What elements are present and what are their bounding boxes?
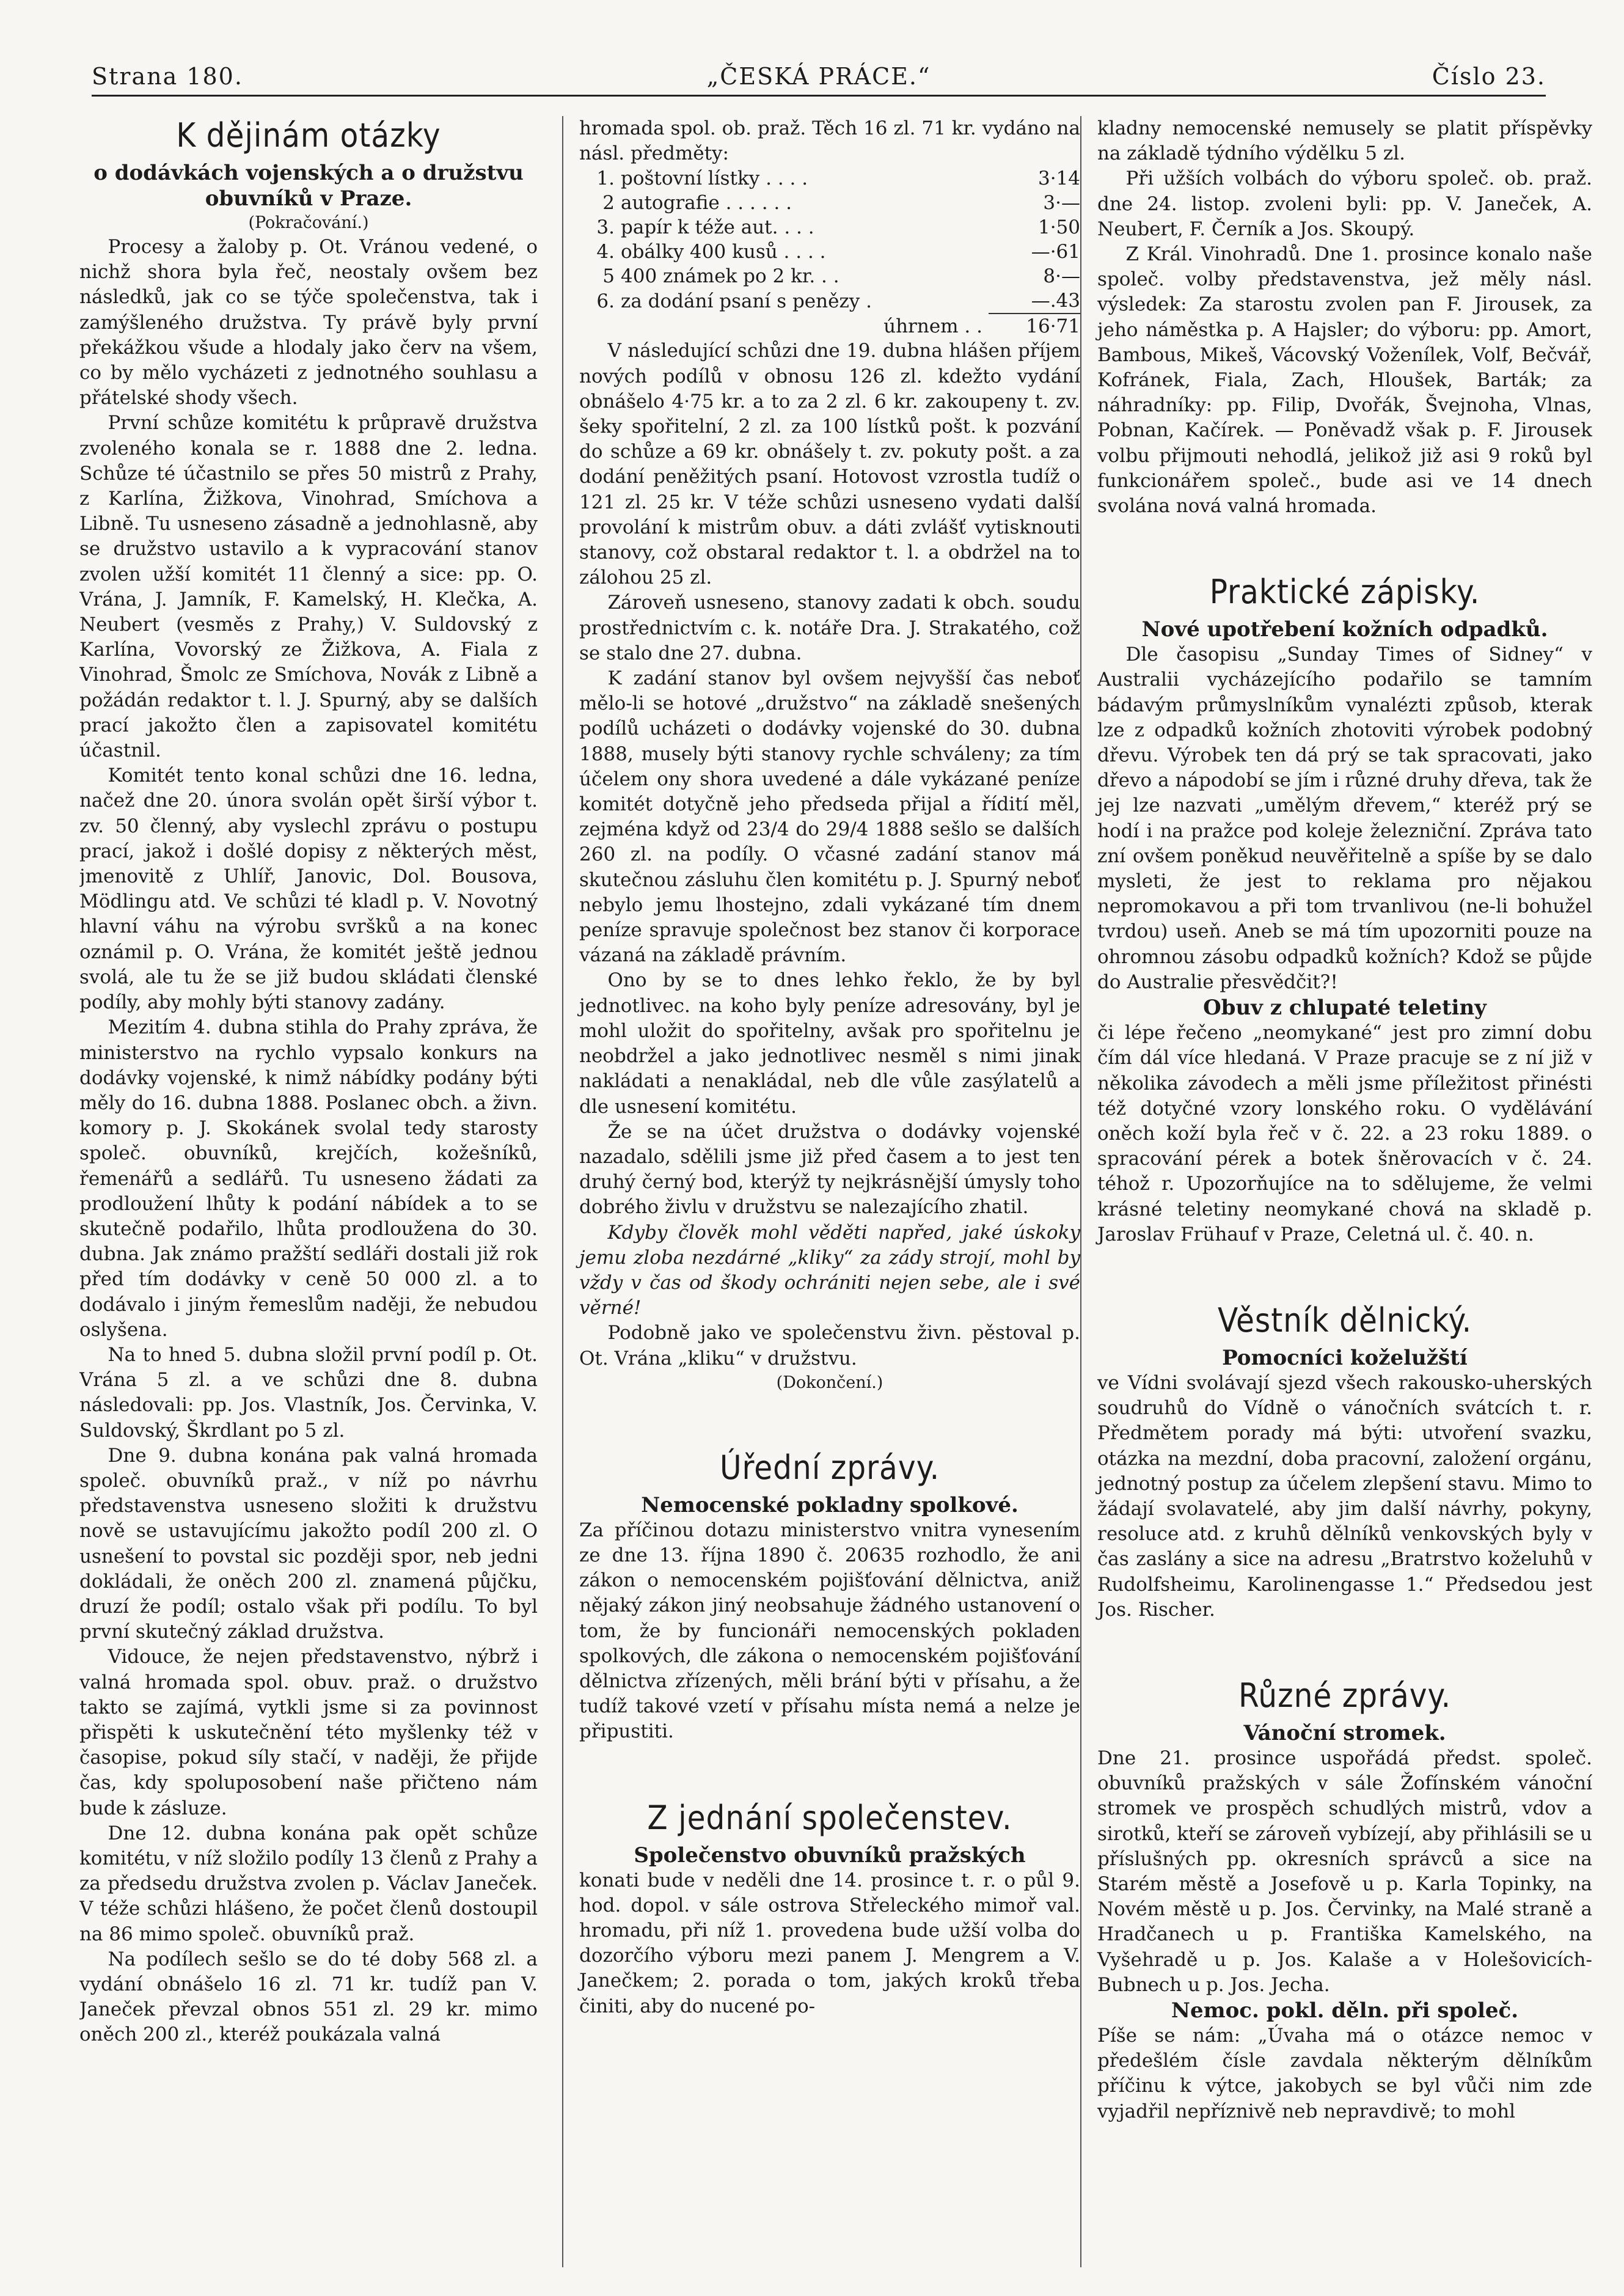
workers-subtitle: Pomocníci koželužští [1222,1345,1468,1370]
paragraph: V následující schůzi dne 19. dubna hlášen příjem nových podílů v obnosu 126 zl. kdežto vydání obnášelo 4·75 kr. a to za 2 zl. 6 kr. zakoupeny t. zv. šeky spořitelní, 2 zl. za 100 lístků pošt. k pozvání do schůze a 69 kr. obnášely t. zv. pokuty pošt. a za dodání peněžitých psaní. Hotovost vzrostla tudíž o 121 zl. 25 kr. V téže schůzi usneseno vydati další provolání k mistrům obuv. a dáti zvlášť vytisknouti stanovy, což obstaral redaktor t. l. a obdržel na to zálohou 25 zl. [579,340,1080,589]
notes-subtitle: Nové upotřebení kožních odpadků. [1141,617,1548,642]
list-item: 2 autografie . . . . . . 3·— [602,192,1080,215]
paragraph: Při užších volbách do výboru společ. ob. praž. dne 24. listop. zvoleni byli: pp. V. Janeček, A. Neubert, F. Černík a Jos. Skoupý. [1097,167,1592,240]
paragraph: ve Vídni svolávají sjezd všech rakousko-uherských soudruhů do Vídně o vánočních svátcích t. r. Předmětem porady má býti: utvoření svazku, otázka na mezdní, doba pracovní, založení orgánu, jednotný postup za účelem zlepšení stavu. Mimo to žádají svolavatelé, aby jim další návrhy, pokyny, resoluce atd. z kruhů dělníků venkovských byly v čas zaslány a sice na adresu „Bratrstvo koželuhů v Rudolfsheimu, Karolinengasse 1.“ Předsedou jest Jos. Rischer. [1097,1371,1592,1621]
paragraph: Z Král. Vinohradů. Dne 1. prosince konalo naše společ. volby představenstva, jež měly násl. výsledek: Za starostu zvolen pan F. Jirousek, za jeho náměstka p. A Hajsler; do výboru: pp. Amort, Bambous, Mikeš, Vácovský Voženílek, Volf, Bečvář, Kofránek, Fiala, Zach, Hloušek, Barták; za náhradníky: pp. Filip, Dvořák, Švejnoha, Vlnas, Pobnan, Kačírek. — Poněvadž však p. F. Jirousek volbu přijmouti nehodlá, jelikož již asi 9 roků byl funkcionářem společ., bude asi ve 14 dnech svolána nová valná hromada. [1097,243,1592,518]
paragraph: Komitét tento konal schůzi dne 16. ledna, načež dne 20. února svolán opět širší výbor t. zv. 50 členný, aby vyslechl zprávu o postupu prací, jakož i došlé dopisy z některých měst, jmenovitě z Uhlíř, Janovic, Dol. Bousova, Mödlingu atd. Ve schůzi té kladl p. V. Novotný hlavní váhu na výrobu svršků a na konec oznámil p. O. Vrána, že komitét ještě jednou svolá, ale tu že se již budou skládati členské podíly, aby mohly býti stanovy zadány. [79,765,538,1014]
paragraph: Dne 12. dubna konána pak opět schůze komitétu, v níž složilo podíly 13 členů z Prahy a za předsedu družstva zvolen p. Václav Janeček. V téže schůzi hlášeno, že počet členů dostoupil na 86 mimo společ. obuvníků praž. [79,1822,538,1945]
sick-fund-subtitle: Nemoc. pokl. děln. při společ. [1171,1998,1519,2023]
shoes-subtitle: Obuv z chlupaté teletiny [1203,996,1487,1021]
paragraph: K zadání stanov byl ovšem nejvyšší čas neboť mělo-li se hotové „družstvo“ na základě snešených podílů ucházeti o dodávky vojenské do 30. dubna 1888, musely býti stanovy rychle schváleny; za tím účelem ony shora uvedené a dále vykázané peníze komitét dotyčně jeho předseda přijal a řídití měl, zejména když od 23/4 do 29/4 1888 sešlo se dalších 260 zl. na podíly. O včasné zadání stanov má skutečnou zásluhu člen komitétu p. J. Spurný neboť nebylo jemu lhostejno, zdali vykázané tím dnem peníze spravuje společnost bez stanov či korporace vázaná na základě právním. [579,667,1080,967]
list-item: 1. poštovní lístky . . . . 3·14 [596,167,1080,190]
paragraph: kladny nemocenské nemusely se platit příspěvky na základě týdního výdělku 5 zl. [1097,117,1592,165]
paragraph: hromada spol. ob. praž. Těch 16 zl. 71 kr. vydáno na násl. předměty: [579,117,1080,165]
paragraph: Píše se nám: „Úvaha má o otázce nemoc v předešlém čísle zavdala některým dělníkům příčinu k výtce, jakobych se byl vůči nim zde vyjadřil nepříznivě neb nepravdivě; to mohl [1097,2024,1592,2122]
list-item: 5 400 známek po 2 kr. . . 8·— [602,265,1080,288]
list-item: 6. za dodání psaní s penězy . —.43 [579,288,1080,314]
column-3 [1080,116,1592,2267]
conclusion-note: (Dokončení.) [776,1373,883,1392]
paragraph: Mezitím 4. dubna stihla do Prahy zpráva, že ministerstvo na rychlo vypsalo konkurs na dodávky vojenské, k nimž nábídky podány býti měly do 16. dubna 1888. Poslanec obch. a živn. komory p. J. Skokánek svolal tedy starosty společ. obuvníků, krejčích, kožešníků, řemenářů a sedlářů. Tu usneseno žádati za prodloužení lhůty k podání nábídek a to se skutečně podařilo, lhůta prodloužena do 30. dubna. Jak známo pražští sedláři dostali již rok před tím dodávky v ceně 50 000 zl. a to dodávalo i jiným řemeslům naději, že nebudou oslyšena. [79,1016,538,1341]
continuation-note: (Pokračování.) [248,213,369,232]
paragraph: Dne 21. prosince uspořádá předst. společ. obuvníků pražských v sále Žofínském vánoční stromek ve prospěch schudlých mistrů, vdov a sirotků, kteří se zároveň vybízejí, aby přihlásili se u příslušných pp. okresních správců a sice na Starém městě a Josefově u p. Karla Topinky, na Novém městě u p. Jos. Červinky, na Malé straně a Hradčanech u p. Františka Kamelského, na Vyšehradě u p. Jos. Kalaše a v Holešovicích-Bubnech u p. Jos. Jecha. [1097,1747,1592,1996]
total-row: úhrnem . . 16·71 [883,315,1080,338]
list-item: 3. papír k téže aut. . . . 1·50 [596,216,1080,239]
section-title-notes: Praktické zápisky. [1209,573,1480,612]
paragraph: Za příčinou dotazu ministerstvo vnitra vynesením ze dne 13. října 1890 č. 20635 rozhodlo, že ani zákon o nemocenském pojišťování dělnictva, aniž nějaký zákon jiný neobsahuje žádného ustanovení o tom, že by funcionáři nemocenských pokladen spolkových, dle zákona o nemocenském pojišťování dělnictva zřízených, měli brání býti v přísahu, a že tudíž takové vzetí v přísahu místa nemá a nelze je připustiti. [579,1519,1080,1743]
list-item: 4. obálky 400 kusů . . . . —·61 [596,241,1080,263]
expense-list [579,166,1080,339]
newspaper-title: „ČESKÁ PRÁCE.“ [706,63,931,90]
paragraph: Na podílech sešlo se do té doby 568 zl. a vydání obnášelo 16 zl. 71 kr. tudíž pan V. Janeček převzal obnos 551 zl. 29 kr. mimo oněch 200 zl., kteréž poukázala valná [79,1948,538,2046]
page-number: Strana 180. [92,63,243,90]
column-1 [79,116,538,2267]
paragraph: Dle časopisu „Sunday Times of Sidney“ v Australii vycházejícího podařilo se tamním bádavým průmyslníkům vynalézti způsob, kterak lze z odpadků kožních zhotoviti výrobek podobný dřevu. Výrobek ten dá prý se tak spracovati, jako dřevo a nápodobí se jím i různé druhy dřeva, tak že jej lze nazvati „umělým dřevem,“ kteréž prý se hodí i na pražce pod koleje železniční. Zpráva tato zní ovšem poněkud neuvěřitelně a spíše by se dalo mysleti, že jest to reklama pro nějakou nepromokavou a při tom trvanlivou (ne-li bohužel tvrdou) useň. Aneb se má tím upozorniti pouze na ohromnou zásobu odpadků kožních? Kdož se půjde do Australie přesvědčit?! [1097,644,1592,993]
paragraph: Zároveň usneseno, stanovy zadati k obch. soudu prostřednictvím c. k. notáře Dra. J. Strakatého, což se stalo dne 27. dubna. [579,592,1080,664]
section-title-workers: Věstník dělnický. [1217,1300,1472,1340]
meetings-subtitle: Společenstvo obuvníků pražských [634,1843,1026,1868]
paragraph: První schůze komitétu k průpravě družstva zvoleného konala se r. 1888 dne 2. ledna. Schůze té účastnilo se přes 50 mistrů z Prahy, z Karlína, Žižkova, Vinohrad, Smíchova a Libně. Tu usneseno zásadně a jednohlasně, aby se družstvo ustavilo a k vypracování stanov zvolen užší komitét 11 členný a sice: pp. O. Vrána, J. Jamník, F. Kamelský, H. Klečka, A. Neubert (vesměs z Prahy,) V. Suldovský z Karlína, Vovorský ze Žižkova, A. Fiala z Vinohrad, Šmolc ze Smíchova, Novák z Libně a požádán redaktor t. l. J. Spurný, aby se dalších prací jakožto člen a zapisovatel komitétu účastnil. [79,412,538,762]
article-title: K dějinám otázky [176,116,441,155]
paragraph: Procesy a žaloby p. Ot. Vránou vedené, o nichž shora byla řeč, neostaly ovšem bez následků, jak co se týče společenstva, tak i zamýšleného družstva. Ty právě byly první překážkou všude a hlodaly jako červ na všem, co by mělo vycházeti z jednotného souhlasu a přátelské shody všech. [79,236,538,409]
column-2 [562,116,1080,2267]
paragraph: Že se na účet družstva o dodávky vojenské nazadalo, sdělili jsme již před časem a to jest ten druhý černý bod, kterýž ty nejkrásnější úmysly toho dobrého živlu v družstvu se nalezajícího zhatil. [579,1120,1080,1219]
paragraph: konati bude v neděli dne 14. prosince t. r. o půl 9. hod. dopol. v sále ostrova Střeleckého mimoř val. hromadu, při níž 1. provedena bude užší volba do dozorčího výboru mezi panem J. Mengrem a V. Janečkem; 2. porada o tom, jakých kroků třeba činiti, aby do nucené po- [579,1869,1080,2017]
section-title-misc: Různé zprávy. [1238,1676,1452,1715]
paragraph: Na to hned 5. dubna složil první podíl p. Ot. Vrána 5 zl. a ve schůzi dne 8. dubna následovali: pp. Jos. Vlastník, Jos. Červinka, V. Suldovský, Škrdlant po 5 zl. [79,1343,538,1442]
paragraph: Kdyby člověk mohl věděti napřed, jaké úskoky jemu zloba nezdárné „kliky“ za zády strojí, mohl by vždy v čas od škody ochrániti nejen sebe, ale i své věrné! [579,1221,1080,1319]
paragraph: či lépe řečeno „neomykané“ jest pro zimní dobu čím dál více hledaná. V Praze pracuje se z ní již v několika závodech a měli jsme příležitost přinésti též dotyčné vzory lonského roku. O vydělávání oněch koží byla řeč v č. 22. a 23 roku 1889. o spracování pérek a botek šněrovacích v č. 24. téhož r. Upozorňujíce na to sdělujeme, že velmi krásné teletiny neomykané chová na skladě p. Jaroslav Frühauf v Praze, Celetná ul. č. 40. n. [1097,1022,1592,1245]
page-header [92,58,1546,97]
section-title-official: Úřední zprávy. [719,1448,940,1487]
section-title-meetings: Z jednání společenstev. [647,1798,1012,1837]
paragraph: Ono by se to dnes lehko řeklo, že by byl jednotlivec. na koho byly peníze adresovány, byl je mohl uložit do spořitelny, avšak pro spořitelnu je neobdržel a jako jednotlivec nesměl s nimi jinak nakládati a nenakládal, neb dle vůle zasýlatelů a dle usnesení komitétu. [579,969,1080,1118]
paragraph: Podobně jako ve společenstvu živn. pěstoval p. Ot. Vrána „kliku“ v družstvu. [579,1322,1080,1370]
official-subtitle: Nemocenské pokladny spolkové. [641,1492,1019,1517]
paragraph: Vidouce, že nejen představenstvo, nýbrž i valná hromada spol. obuv. praž. o družstvo takto se zajímá, vytkli jsme si za povinnost přispěti k uskutečnění této myšlenky též v časopise, pokud síly stačí, v naději, že přijde čas, kdy spoluposobení naše přičteno nám bude k zásluze. [79,1646,538,1819]
article-subtitle: o dodávkách vojenských a o družstvu obuvníků v Praze. [93,161,524,211]
issue-number: Číslo 23. [1432,63,1546,90]
misc-subtitle: Vánoční stromek. [1243,1720,1446,1745]
paragraph: Dne 9. dubna konána pak valná hromada společ. obuvníků praž., v níž po návrhu představenstva usneseno složiti k družstvu nově se ustavujícímu jakožto podíl 200 zl. O usnešení to povstal sic později spor, neb jedni dokládali, že oněch 200 zl. znamená půjčku, druzí že podíl; ostalo však při podílu. To byl první skutečný základ družstva. [79,1444,538,1643]
